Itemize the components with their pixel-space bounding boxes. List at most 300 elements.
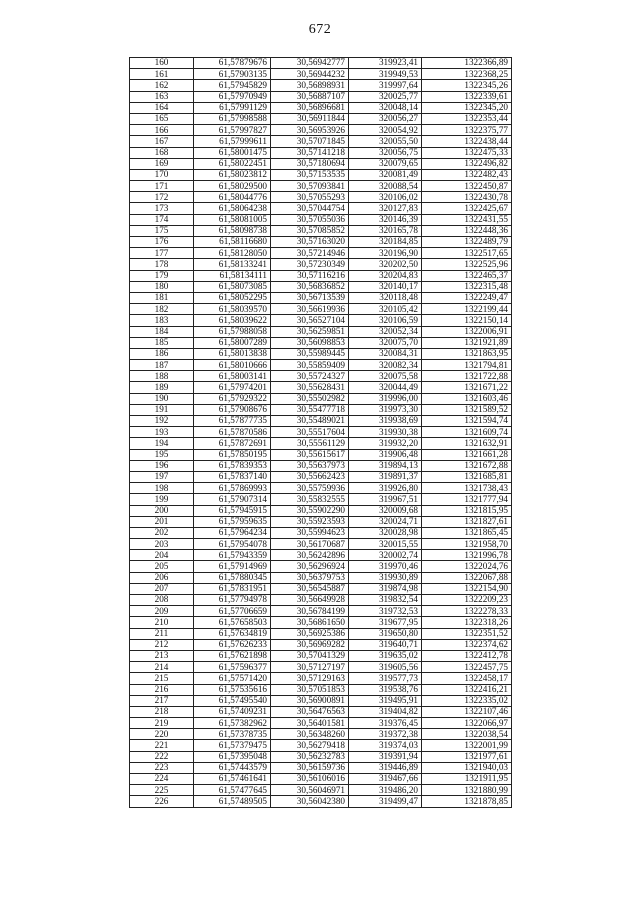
point-number-cell: 169 <box>130 158 194 169</box>
y-coordinate-cell: 1322345,26 <box>422 80 512 91</box>
latitude-cell: 61,57831951 <box>194 583 271 594</box>
longitude-cell: 30,55502982 <box>271 393 349 404</box>
table-row <box>130 606 512 617</box>
table-row <box>130 125 512 136</box>
table-row <box>130 181 512 192</box>
point-number-cell: 182 <box>130 304 194 315</box>
x-coordinate-cell: 319930,38 <box>349 427 422 438</box>
latitude-cell: 61,57959635 <box>194 516 271 527</box>
x-coordinate-cell: 320081,49 <box>349 169 422 180</box>
longitude-cell: 30,56911844 <box>271 113 349 124</box>
point-number-cell: 183 <box>130 315 194 326</box>
page-number: 672 <box>308 22 332 37</box>
y-coordinate-cell: 1321863,95 <box>422 348 512 359</box>
longitude-cell: 30,55724327 <box>271 371 349 382</box>
x-coordinate-cell: 319376,45 <box>349 718 422 729</box>
longitude-cell: 30,56649928 <box>271 595 349 606</box>
latitude-cell: 61,57706659 <box>194 606 271 617</box>
table-row <box>130 449 512 460</box>
latitude-cell: 61,57880345 <box>194 572 271 583</box>
x-coordinate-cell: 320196,90 <box>349 248 422 259</box>
x-coordinate-cell: 320184,85 <box>349 237 422 248</box>
x-coordinate-cell: 319486,20 <box>349 785 422 796</box>
longitude-cell: 30,56259851 <box>271 326 349 337</box>
x-coordinate-cell: 319932,20 <box>349 438 422 449</box>
point-number-cell: 217 <box>130 695 194 706</box>
longitude-cell: 30,55662423 <box>271 471 349 482</box>
latitude-cell: 61,57945829 <box>194 80 271 91</box>
x-coordinate-cell: 319891,37 <box>349 471 422 482</box>
longitude-cell: 30,56279418 <box>271 740 349 751</box>
x-coordinate-cell: 320204,83 <box>349 270 422 281</box>
y-coordinate-cell: 1321996,78 <box>422 550 512 561</box>
latitude-cell: 61,57914969 <box>194 561 271 572</box>
point-number-cell: 168 <box>130 147 194 158</box>
x-coordinate-cell: 320082,34 <box>349 360 422 371</box>
longitude-cell: 30,56944232 <box>271 69 349 80</box>
table-row <box>130 438 512 449</box>
x-coordinate-cell: 319677,95 <box>349 617 422 628</box>
x-coordinate-cell: 319996,00 <box>349 393 422 404</box>
longitude-cell: 30,57044754 <box>271 203 349 214</box>
point-number-cell: 166 <box>130 125 194 136</box>
x-coordinate-cell: 319495,91 <box>349 695 422 706</box>
y-coordinate-cell: 1322448,36 <box>422 225 512 236</box>
longitude-cell: 30,56942777 <box>271 58 349 69</box>
x-coordinate-cell: 320105,42 <box>349 304 422 315</box>
x-coordinate-cell: 319973,30 <box>349 404 422 415</box>
latitude-cell: 61,57596377 <box>194 662 271 673</box>
x-coordinate-cell: 320202,50 <box>349 259 422 270</box>
point-number-cell: 218 <box>130 706 194 717</box>
latitude-cell: 61,57839353 <box>194 460 271 471</box>
table-row <box>130 796 512 807</box>
latitude-cell: 61,57443579 <box>194 762 271 773</box>
table-row <box>130 337 512 348</box>
table-row <box>130 471 512 482</box>
point-number-cell: 165 <box>130 113 194 124</box>
point-number-cell: 184 <box>130 326 194 337</box>
point-number-cell: 205 <box>130 561 194 572</box>
x-coordinate-cell: 319906,48 <box>349 449 422 460</box>
longitude-cell: 30,56713539 <box>271 292 349 303</box>
longitude-cell: 30,57085852 <box>271 225 349 236</box>
point-number-cell: 188 <box>130 371 194 382</box>
table-row <box>130 158 512 169</box>
table-row <box>130 237 512 248</box>
latitude-cell: 61,58073085 <box>194 281 271 292</box>
longitude-cell: 30,56887107 <box>271 91 349 102</box>
table-row <box>130 740 512 751</box>
x-coordinate-cell: 319732,53 <box>349 606 422 617</box>
longitude-cell: 30,57055036 <box>271 214 349 225</box>
x-coordinate-cell: 320106,02 <box>349 192 422 203</box>
longitude-cell: 30,56106016 <box>271 774 349 785</box>
latitude-cell: 61,57461641 <box>194 774 271 785</box>
y-coordinate-cell: 1322209,23 <box>422 595 512 606</box>
x-coordinate-cell: 319538,76 <box>349 684 422 695</box>
y-coordinate-cell: 1322368,25 <box>422 69 512 80</box>
coordinates-table <box>129 57 512 808</box>
longitude-cell: 30,56527104 <box>271 315 349 326</box>
table-row <box>130 91 512 102</box>
latitude-cell: 61,58001475 <box>194 147 271 158</box>
table-row <box>130 684 512 695</box>
table-row <box>130 505 512 516</box>
x-coordinate-cell: 320165,78 <box>349 225 422 236</box>
point-number-cell: 171 <box>130 181 194 192</box>
table-row <box>130 371 512 382</box>
y-coordinate-cell: 1321977,61 <box>422 751 512 762</box>
table-row <box>130 662 512 673</box>
longitude-cell: 30,55902290 <box>271 505 349 516</box>
y-coordinate-cell: 1321589,52 <box>422 404 512 415</box>
x-coordinate-cell: 319926,80 <box>349 483 422 494</box>
point-number-cell: 203 <box>130 539 194 550</box>
latitude-cell: 61,57964234 <box>194 527 271 538</box>
longitude-cell: 30,57116216 <box>271 270 349 281</box>
y-coordinate-cell: 1322366,89 <box>422 58 512 69</box>
y-coordinate-cell: 1322038,54 <box>422 729 512 740</box>
point-number-cell: 210 <box>130 617 194 628</box>
table-row <box>130 192 512 203</box>
latitude-cell: 61,57877735 <box>194 416 271 427</box>
point-number-cell: 200 <box>130 505 194 516</box>
x-coordinate-cell: 320015,55 <box>349 539 422 550</box>
longitude-cell: 30,55628431 <box>271 382 349 393</box>
longitude-cell: 30,56836852 <box>271 281 349 292</box>
x-coordinate-cell: 320055,50 <box>349 136 422 147</box>
table-row <box>130 136 512 147</box>
x-coordinate-cell: 319997,64 <box>349 80 422 91</box>
x-coordinate-cell: 319605,56 <box>349 662 422 673</box>
table-row <box>130 203 512 214</box>
latitude-cell: 61,57850195 <box>194 449 271 460</box>
x-coordinate-cell: 319894,13 <box>349 460 422 471</box>
latitude-cell: 61,57998588 <box>194 113 271 124</box>
latitude-cell: 61,57879676 <box>194 58 271 69</box>
table-row <box>130 69 512 80</box>
point-number-cell: 224 <box>130 774 194 785</box>
table-row <box>130 281 512 292</box>
table-body <box>130 58 512 808</box>
longitude-cell: 30,56401581 <box>271 718 349 729</box>
latitude-cell: 61,57378735 <box>194 729 271 740</box>
y-coordinate-cell: 1322412,78 <box>422 650 512 661</box>
y-coordinate-cell: 1322482,43 <box>422 169 512 180</box>
point-number-cell: 186 <box>130 348 194 359</box>
table-row <box>130 393 512 404</box>
y-coordinate-cell: 1321880,99 <box>422 785 512 796</box>
point-number-cell: 202 <box>130 527 194 538</box>
y-coordinate-cell: 1321738,43 <box>422 483 512 494</box>
table-row <box>130 583 512 594</box>
latitude-cell: 61,58064238 <box>194 203 271 214</box>
x-coordinate-cell: 319635,02 <box>349 650 422 661</box>
latitude-cell: 61,58022451 <box>194 158 271 169</box>
table-row <box>130 304 512 315</box>
point-number-cell: 220 <box>130 729 194 740</box>
point-number-cell: 199 <box>130 494 194 505</box>
longitude-cell: 30,56098853 <box>271 337 349 348</box>
longitude-cell: 30,56042380 <box>271 796 349 807</box>
point-number-cell: 194 <box>130 438 194 449</box>
table-row <box>130 102 512 113</box>
point-number-cell: 214 <box>130 662 194 673</box>
table-row <box>130 785 512 796</box>
latitude-cell: 61,57621898 <box>194 650 271 661</box>
point-number-cell: 167 <box>130 136 194 147</box>
point-number-cell: 178 <box>130 259 194 270</box>
longitude-cell: 30,57071845 <box>271 136 349 147</box>
table-row <box>130 539 512 550</box>
latitude-cell: 61,57837140 <box>194 471 271 482</box>
point-number-cell: 179 <box>130 270 194 281</box>
latitude-cell: 61,58007289 <box>194 337 271 348</box>
longitude-cell: 30,56159736 <box>271 762 349 773</box>
longitude-cell: 30,56242896 <box>271 550 349 561</box>
latitude-cell: 61,58003141 <box>194 371 271 382</box>
longitude-cell: 30,57051853 <box>271 684 349 695</box>
y-coordinate-cell: 1322465,37 <box>422 270 512 281</box>
point-number-cell: 209 <box>130 606 194 617</box>
longitude-cell: 30,57214946 <box>271 248 349 259</box>
y-coordinate-cell: 1322431,55 <box>422 214 512 225</box>
point-number-cell: 175 <box>130 225 194 236</box>
point-number-cell: 185 <box>130 337 194 348</box>
y-coordinate-cell: 1322249,47 <box>422 292 512 303</box>
table-row <box>130 113 512 124</box>
x-coordinate-cell: 320088,54 <box>349 181 422 192</box>
x-coordinate-cell: 319930,89 <box>349 572 422 583</box>
longitude-cell: 30,57129163 <box>271 673 349 684</box>
latitude-cell: 61,57379475 <box>194 740 271 751</box>
y-coordinate-cell: 1322475,33 <box>422 147 512 158</box>
table-row <box>130 169 512 180</box>
point-number-cell: 174 <box>130 214 194 225</box>
table-row <box>130 628 512 639</box>
point-number-cell: 197 <box>130 471 194 482</box>
y-coordinate-cell: 1322375,77 <box>422 125 512 136</box>
y-coordinate-cell: 1321878,85 <box>422 796 512 807</box>
table-row <box>130 494 512 505</box>
table-row <box>130 348 512 359</box>
x-coordinate-cell: 320075,58 <box>349 371 422 382</box>
longitude-cell: 30,56953926 <box>271 125 349 136</box>
x-coordinate-cell: 319832,54 <box>349 595 422 606</box>
longitude-cell: 30,56348260 <box>271 729 349 740</box>
x-coordinate-cell: 320056,27 <box>349 113 422 124</box>
y-coordinate-cell: 1322425,67 <box>422 203 512 214</box>
longitude-cell: 30,56296924 <box>271 561 349 572</box>
point-number-cell: 164 <box>130 102 194 113</box>
x-coordinate-cell: 319923,41 <box>349 58 422 69</box>
latitude-cell: 61,57970949 <box>194 91 271 102</box>
latitude-cell: 61,57999611 <box>194 136 271 147</box>
table-row <box>130 751 512 762</box>
table-row <box>130 561 512 572</box>
latitude-cell: 61,58134111 <box>194 270 271 281</box>
longitude-cell: 30,57180694 <box>271 158 349 169</box>
y-coordinate-cell: 1321815,95 <box>422 505 512 516</box>
y-coordinate-cell: 1321671,22 <box>422 382 512 393</box>
latitude-cell: 61,57907314 <box>194 494 271 505</box>
y-coordinate-cell: 1322450,87 <box>422 181 512 192</box>
table-row <box>130 527 512 538</box>
point-number-cell: 180 <box>130 281 194 292</box>
x-coordinate-cell: 319938,69 <box>349 416 422 427</box>
point-number-cell: 176 <box>130 237 194 248</box>
y-coordinate-cell: 1321921,89 <box>422 337 512 348</box>
y-coordinate-cell: 1322438,44 <box>422 136 512 147</box>
longitude-cell: 30,57163020 <box>271 237 349 248</box>
longitude-cell: 30,57041329 <box>271 650 349 661</box>
y-coordinate-cell: 1321794,81 <box>422 360 512 371</box>
longitude-cell: 30,55477718 <box>271 404 349 415</box>
longitude-cell: 30,57153535 <box>271 169 349 180</box>
y-coordinate-cell: 1322345,20 <box>422 102 512 113</box>
table-row <box>130 360 512 371</box>
longitude-cell: 30,56969282 <box>271 639 349 650</box>
y-coordinate-cell: 1321609,74 <box>422 427 512 438</box>
y-coordinate-cell: 1322430,78 <box>422 192 512 203</box>
table-row <box>130 483 512 494</box>
latitude-cell: 61,57908676 <box>194 404 271 415</box>
table-row <box>130 58 512 69</box>
x-coordinate-cell: 319467,66 <box>349 774 422 785</box>
y-coordinate-cell: 1321777,94 <box>422 494 512 505</box>
y-coordinate-cell: 1321911,95 <box>422 774 512 785</box>
table-row <box>130 427 512 438</box>
point-number-cell: 160 <box>130 58 194 69</box>
point-number-cell: 226 <box>130 796 194 807</box>
x-coordinate-cell: 320079,65 <box>349 158 422 169</box>
y-coordinate-cell: 1321603,46 <box>422 393 512 404</box>
point-number-cell: 215 <box>130 673 194 684</box>
x-coordinate-cell: 320025,77 <box>349 91 422 102</box>
point-number-cell: 222 <box>130 751 194 762</box>
latitude-cell: 61,58128050 <box>194 248 271 259</box>
x-coordinate-cell: 320028,98 <box>349 527 422 538</box>
y-coordinate-cell: 1322067,88 <box>422 572 512 583</box>
longitude-cell: 30,55923593 <box>271 516 349 527</box>
latitude-cell: 61,58133241 <box>194 259 271 270</box>
y-coordinate-cell: 1322001,99 <box>422 740 512 751</box>
y-coordinate-cell: 1322024,76 <box>422 561 512 572</box>
latitude-cell: 61,57943359 <box>194 550 271 561</box>
latitude-cell: 61,57974201 <box>194 382 271 393</box>
x-coordinate-cell: 320075,70 <box>349 337 422 348</box>
table-row <box>130 718 512 729</box>
table-row <box>130 460 512 471</box>
x-coordinate-cell: 320054,92 <box>349 125 422 136</box>
latitude-cell: 61,57872691 <box>194 438 271 449</box>
x-coordinate-cell: 320106,59 <box>349 315 422 326</box>
point-number-cell: 170 <box>130 169 194 180</box>
x-coordinate-cell: 319499,47 <box>349 796 422 807</box>
latitude-cell: 61,58029500 <box>194 181 271 192</box>
table-row <box>130 639 512 650</box>
table-row <box>130 572 512 583</box>
x-coordinate-cell: 320044,49 <box>349 382 422 393</box>
longitude-cell: 30,56925386 <box>271 628 349 639</box>
longitude-cell: 30,57141218 <box>271 147 349 158</box>
y-coordinate-cell: 1322489,79 <box>422 237 512 248</box>
longitude-cell: 30,55759936 <box>271 483 349 494</box>
x-coordinate-cell: 319391,94 <box>349 751 422 762</box>
latitude-cell: 61,57954078 <box>194 539 271 550</box>
latitude-cell: 61,58081005 <box>194 214 271 225</box>
y-coordinate-cell: 1322339,61 <box>422 91 512 102</box>
y-coordinate-cell: 1321722,88 <box>422 371 512 382</box>
latitude-cell: 61,57997827 <box>194 125 271 136</box>
point-number-cell: 173 <box>130 203 194 214</box>
table-row <box>130 404 512 415</box>
point-number-cell: 193 <box>130 427 194 438</box>
point-number-cell: 195 <box>130 449 194 460</box>
latitude-cell: 61,57495540 <box>194 695 271 706</box>
latitude-cell: 61,58052295 <box>194 292 271 303</box>
y-coordinate-cell: 1322416,21 <box>422 684 512 695</box>
y-coordinate-cell: 1322351,52 <box>422 628 512 639</box>
y-coordinate-cell: 1322457,75 <box>422 662 512 673</box>
latitude-cell: 61,58023812 <box>194 169 271 180</box>
x-coordinate-cell: 319577,73 <box>349 673 422 684</box>
table-row <box>130 416 512 427</box>
x-coordinate-cell: 319372,38 <box>349 729 422 740</box>
point-number-cell: 221 <box>130 740 194 751</box>
latitude-cell: 61,58098738 <box>194 225 271 236</box>
y-coordinate-cell: 1322517,65 <box>422 248 512 259</box>
latitude-cell: 61,57382962 <box>194 718 271 729</box>
y-coordinate-cell: 1322318,26 <box>422 617 512 628</box>
x-coordinate-cell: 320009,68 <box>349 505 422 516</box>
longitude-cell: 30,56900891 <box>271 695 349 706</box>
latitude-cell: 61,57903135 <box>194 69 271 80</box>
y-coordinate-cell: 1322335,02 <box>422 695 512 706</box>
y-coordinate-cell: 1321940,03 <box>422 762 512 773</box>
table-row <box>130 550 512 561</box>
table-row <box>130 762 512 773</box>
y-coordinate-cell: 1321632,91 <box>422 438 512 449</box>
y-coordinate-cell: 1322150,14 <box>422 315 512 326</box>
latitude-cell: 61,58010666 <box>194 360 271 371</box>
latitude-cell: 61,58044776 <box>194 192 271 203</box>
longitude-cell: 30,56861650 <box>271 617 349 628</box>
x-coordinate-cell: 319374,03 <box>349 740 422 751</box>
y-coordinate-cell: 1322353,44 <box>422 113 512 124</box>
latitude-cell: 61,57634819 <box>194 628 271 639</box>
table-row <box>130 617 512 628</box>
longitude-cell: 30,55989445 <box>271 348 349 359</box>
point-number-cell: 201 <box>130 516 194 527</box>
point-number-cell: 211 <box>130 628 194 639</box>
y-coordinate-cell: 1322315,48 <box>422 281 512 292</box>
longitude-cell: 30,56619936 <box>271 304 349 315</box>
table-row <box>130 695 512 706</box>
y-coordinate-cell: 1322278,33 <box>422 606 512 617</box>
x-coordinate-cell: 319640,71 <box>349 639 422 650</box>
latitude-cell: 61,57991129 <box>194 102 271 113</box>
y-coordinate-cell: 1321865,45 <box>422 527 512 538</box>
latitude-cell: 61,57870586 <box>194 427 271 438</box>
longitude-cell: 30,56046971 <box>271 785 349 796</box>
latitude-cell: 61,57658503 <box>194 617 271 628</box>
y-coordinate-cell: 1321672,88 <box>422 460 512 471</box>
point-number-cell: 190 <box>130 393 194 404</box>
point-number-cell: 213 <box>130 650 194 661</box>
longitude-cell: 30,55615617 <box>271 449 349 460</box>
